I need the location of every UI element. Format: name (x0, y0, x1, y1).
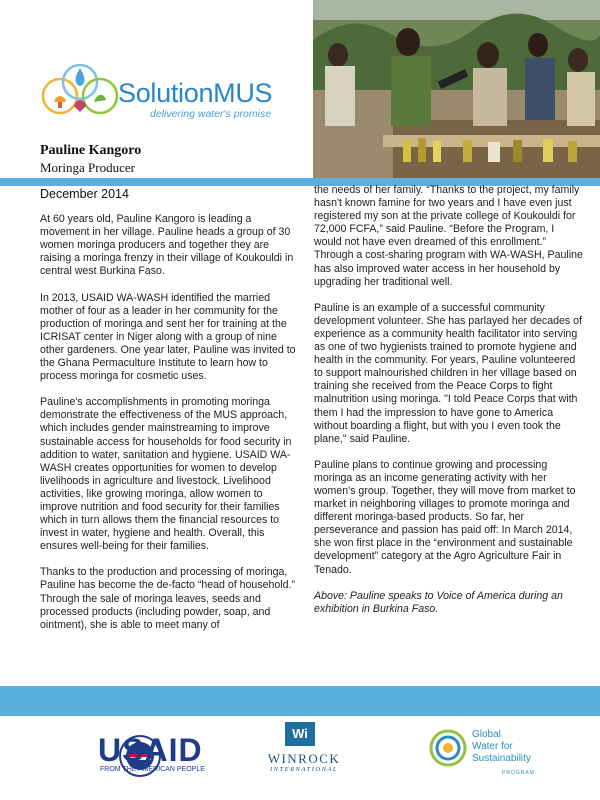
paragraph: the needs of her family. “Thanks to the project, my family hasn't known famine for two years and I have even just registered my son at the private college of Koukouldi for 72,000 FCFA,” said Pauline. “Before the Program, I would not have even dreamed of this enrollment.” Through a cost-sharing program with WA-WASH, Pauline has also improved water access in her household by upgrading her traditional well. (314, 184, 583, 288)
article-column-1 (40, 184, 302, 645)
brand-name (118, 78, 272, 109)
gws-line: Water for (472, 741, 513, 752)
gws-line: Sustainability (472, 753, 531, 764)
article-column-2 (314, 184, 584, 629)
person-name: Pauline Kangoro (40, 143, 142, 158)
brand-name-part2: MUS (213, 78, 273, 108)
paragraph: In 2013, USAID WA-WASH identified the married mother of four as a leader in her community for the production of moringa and sent her for training at the ICRISAT center in Niger along with a group of nine other gardeners. One year later, Pauline was invited to the Ghana Permaculture Institute to learn how to process moringa for cosmetic uses. (40, 291, 296, 383)
photo-caption: Above: Pauline speaks to Voice of America during an exhibition in Burkina Faso. (314, 589, 563, 615)
person-role: Moringa Producer (40, 160, 135, 175)
gws-line: Global (472, 729, 501, 740)
header-photo (313, 0, 600, 178)
paragraph: Thanks to the production and processing of moringa, Pauline has become the de-facto “head of household.” Through the sale of moringa leaves, seeds and processed products (including powder, soap, and ointment), she is able to meet many of (40, 566, 296, 631)
usaid-subtitle: FROM THE AMERICAN PEOPLE (100, 766, 205, 773)
paragraph: Pauline is an example of a successful community development volunteer. She has parlayed her decades of experience as a community health facilitator into serving as one of two hygienists trained to promote hygiene and health in the community. For years, Pauline volunteered to support malnourished children in her village based on training she received from the Peace Corps to fight malnutrition using moringa. "I told Peace Corps that with them I had the impression to have gone to America without boarding a flight, but with you I even took the plane," said Pauline. (314, 301, 582, 445)
usaid-wordmark: USAID (98, 732, 203, 768)
article-date: December 2014 (40, 187, 129, 201)
gws-swirl-icon (428, 728, 468, 768)
winrock-wordmark: WINROCK (267, 751, 341, 766)
winrock-logo-icon: Wi (285, 722, 315, 746)
paragraph: At 60 years old, Pauline Kangoro is leading a movement in her village. Pauline heads a group of 30 women moringa producers and together they are raising a moringa frenzy in their village of Koukouldi in central west Burkina Faso. (40, 213, 294, 278)
gws-subtitle: PROGRAM (502, 770, 535, 776)
brand-name-part1: Solution (118, 78, 214, 108)
brand-tagline: delivering water's promise (150, 108, 272, 120)
bottom-band (0, 686, 600, 716)
header (0, 0, 600, 178)
winrock-subtitle: INTERNATIONAL (269, 766, 338, 773)
paragraph: Pauline's accomplishments in promoting moringa demonstrate the effectiveness of the MUS approach, which includes gender mainstreaming to improve sustainable access for households for food security in addition to water, sanitation and hygiene. USAID WA-WASH creates opportunities for women to develop livelihoods in agriculture and livestock. Livelihood activities, like growing moringa, allow women to improve nutrition and food security for their families which in turn allows them the financial resources to invest in water, hygiene and health. Overall, this ensures well-being for their families. (40, 396, 292, 553)
paragraph: Pauline plans to continue growing and processing moringa as an income generating activity with her women's group. Together, they will move from market to market in neighboring villages to promote moringa and different moringa-based products. So far, her perseverance and passion has paid off: In March 2014, she won first place in the “environment and sustainable development” category at the Agro Agriculture Fair in Tenado. (314, 458, 576, 576)
gws-wordmark (472, 729, 531, 765)
